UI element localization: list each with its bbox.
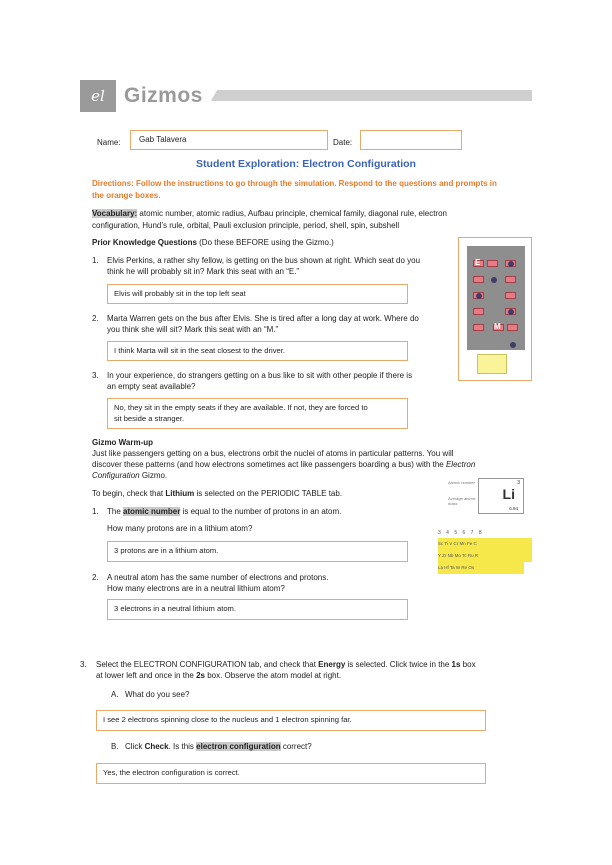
sec3-b-question xyxy=(125,741,312,752)
bus-seat xyxy=(505,276,516,283)
w1-answer-box[interactable]: 3 protons are in a lithium atom. xyxy=(107,541,408,562)
pt-column-numbers: 3 4 5 6 7 8 xyxy=(438,530,484,536)
name-field[interactable]: Gab Talavera xyxy=(130,130,328,150)
sec3-b-answer-box[interactable]: Yes, the electron configuration is correct. xyxy=(96,763,486,784)
begin-text-start: To begin, check that xyxy=(92,489,166,498)
sec3-l2a: at lower left and once in the xyxy=(96,671,197,680)
q2-text-line1: Marta Warren gets on the bus after Elvis. She is tired after a long day at work. Where do xyxy=(107,314,419,323)
seat-mark-e: E xyxy=(475,258,481,267)
begin-text-bold: Lithium xyxy=(165,489,195,498)
bus-seat xyxy=(487,260,498,267)
li-mass: 6.94 xyxy=(509,506,518,511)
sec3-b-pre: Click xyxy=(125,742,145,751)
w2-answer-box[interactable]: 3 electrons in a neutral lithium atom. xyxy=(107,599,408,620)
sec3-l1a: Select the ELECTRON CONFIGURATION tab, and check that xyxy=(96,660,319,669)
bus-seat xyxy=(473,308,484,315)
warmup-line2 xyxy=(92,459,475,470)
bus-passenger xyxy=(508,261,514,267)
sec3-line2 xyxy=(96,670,341,681)
bus-seat xyxy=(473,324,484,331)
w1-text xyxy=(107,506,341,517)
w2-number: 2. xyxy=(92,573,99,582)
q1-text-line2: think he will probably sit in? Mark this seat with an “E.” xyxy=(107,267,300,276)
warmup-line3-text: Gizmo. xyxy=(139,471,168,480)
sec3-l1e: box xyxy=(460,660,476,669)
sec3-a-answer-box[interactable]: I see 2 electrons spinning close to the nucleus and 1 electron spinning far. xyxy=(96,710,486,731)
sec3-b-mid: . Is this xyxy=(168,742,197,751)
warmup-heading: Gizmo Warm-up xyxy=(92,438,154,447)
q3-text-line2: an empty seat available? xyxy=(107,382,196,391)
q2-answer-box[interactable]: I think Marta will sit in the seat closest to the driver. xyxy=(107,341,408,361)
bus-seat xyxy=(473,276,484,283)
date-label: Date: xyxy=(333,138,353,147)
pt-row-2: Y Zr Nb Mo Tc Ru R xyxy=(438,550,532,562)
sec3-l1c: is selected. Click twice in the xyxy=(345,660,452,669)
bus-seat xyxy=(507,324,518,331)
warmup-line3 xyxy=(92,470,167,481)
bus-entrance xyxy=(477,354,507,374)
vocabulary-line1 xyxy=(92,208,447,219)
periodic-table-snippet xyxy=(438,530,532,574)
date-field[interactable] xyxy=(360,130,462,150)
sec3-a-question: What do you see? xyxy=(125,690,190,699)
vocabulary-label: Vocabulary: xyxy=(92,209,138,218)
prior-knowledge-subtitle: (Do these BEFORE using the Gizmo.) xyxy=(196,238,334,247)
w1-highlight: atomic number xyxy=(123,507,181,516)
sec3-b-post: correct? xyxy=(280,742,312,751)
logo-mark: el xyxy=(91,87,105,105)
warmup-line3-italic: Configuration xyxy=(92,471,140,480)
sec3-number: 3. xyxy=(80,660,87,669)
directions-text: Directions: Follow the instructions to go through the simulation. Respond to the questions and prompts in the orange boxes. xyxy=(92,179,497,200)
prior-knowledge-heading xyxy=(92,237,334,248)
sec3-b-highlight: electron configuration xyxy=(196,742,281,751)
w1-text-pre: The xyxy=(107,507,124,516)
w2-text-line1: A neutral atom has the same number of electrons and protons. xyxy=(107,573,329,582)
vocabulary-terms-2: configuration, Hund’s rule, orbital, Pauli exclusion principle, period, shell, spin, subshell xyxy=(92,221,400,230)
seat-mark-m: M xyxy=(494,322,501,331)
sec3-line1 xyxy=(96,659,476,670)
q2-text-line2: you think she will sit? Mark this seat with an “M.” xyxy=(107,325,279,334)
q2-number: 2. xyxy=(92,314,99,323)
sec3-a-label: A. xyxy=(111,690,119,699)
lithium-element-cell xyxy=(478,478,524,514)
bus-body xyxy=(467,246,525,350)
sec3-l2c: box. Observe the atom model at right. xyxy=(204,671,342,680)
bus-passenger xyxy=(476,293,482,299)
q1-answer-box[interactable]: Elvis will probably sit in the top left seat xyxy=(107,284,408,304)
q3-answer-line1: No, they sit in the empty seats if they are available. If not, they are forced to xyxy=(114,403,368,412)
q3-answer-line2: sit beside a stranger. xyxy=(114,414,185,423)
w1-number: 1. xyxy=(92,507,99,516)
bus-passenger xyxy=(491,277,497,283)
q1-text-line1: Elvis Perkins, a rather shy fellow, is getting on the bus shown at right. Which seat do you xyxy=(107,256,421,265)
q1-number: 1. xyxy=(92,256,99,265)
sec3-l1d: 1s xyxy=(451,660,461,669)
sec3-b-bold: Check xyxy=(144,742,169,751)
name-label: Name: xyxy=(97,138,121,147)
warmup-line2-text: discover these patterns (and how electrons sometimes act like passengers boarding a bus) with the xyxy=(92,460,446,469)
bus-seat xyxy=(505,292,516,299)
prior-knowledge-title: Prior Knowledge Questions xyxy=(92,238,197,247)
pt-row-1: Sc Ti V Cr Mn Fe C xyxy=(438,538,532,550)
begin-text-end: is selected on the PERIODIC TABLE tab. xyxy=(194,489,343,498)
sec3-b-label: B. xyxy=(111,742,119,751)
pt-row-3: La Hf Ta W Re Os xyxy=(438,562,524,574)
w1-subquestion: How many protons are in a lithium atom? xyxy=(107,524,253,533)
w1-text-post: is equal to the number of protons in an atom. xyxy=(180,507,342,516)
begin-instruction xyxy=(92,488,342,499)
q3-answer-box[interactable] xyxy=(107,398,408,429)
atomic-number-label: Atomic number xyxy=(448,480,475,485)
bus-image xyxy=(458,237,532,381)
vocabulary-terms-1: atomic number, atomic radius, Aufbau principle, chemical family, diagonal rule, electron xyxy=(137,209,447,218)
warmup-line1: Just like passengers getting on a bus, electrons orbit the nuclei of atoms in particular patterns. You will xyxy=(92,449,454,458)
average-mass-label: Average atomic mass xyxy=(448,496,476,506)
q3-number: 3. xyxy=(92,371,99,380)
bus-passenger xyxy=(508,309,514,315)
warmup-line2-italic: Electron xyxy=(445,460,476,469)
gizmos-logo-text: Gizmos xyxy=(124,84,203,107)
gizmos-logo-badge xyxy=(80,80,116,112)
page-title: Student Exploration: Electron Configuration xyxy=(196,158,416,170)
li-symbol: Li xyxy=(502,486,515,502)
q3-text-line1: In your experience, do strangers getting on a bus like to sit with other people if there is xyxy=(107,371,413,380)
bus-driver xyxy=(510,342,516,348)
li-atomic-number: 3 xyxy=(517,480,520,486)
sec3-l1b: Energy xyxy=(318,660,346,669)
w2-text-line2: How many electrons are in a neutral lithium atom? xyxy=(107,584,285,593)
sec3-l2b: 2s xyxy=(196,671,205,680)
header-bar xyxy=(210,90,532,101)
